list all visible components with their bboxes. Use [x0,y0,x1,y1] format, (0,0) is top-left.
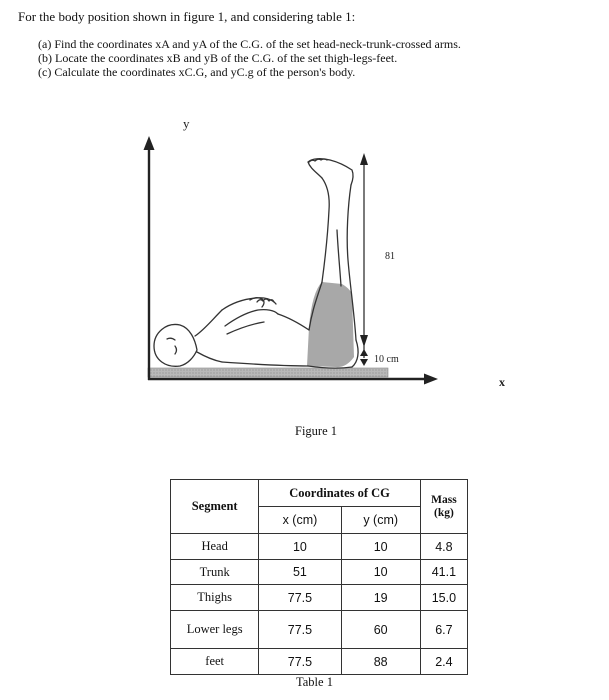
height-top-arrowhead [360,153,368,165]
segment-table [170,479,468,675]
mass-header-line1: Mass [431,493,457,506]
base-dim-label: 10 cm [374,354,399,365]
segment-cell: feet [171,649,259,675]
x-cell: 10 [259,534,341,560]
x-cell: 77.5 [259,649,341,675]
y-cell: 10 [341,534,420,560]
figure-caption: Figure 1 [295,424,338,438]
mass-header [420,480,467,534]
question-a: (a) Find the coordinates xA and yA of the C.G. of the set head-neck-trunk-crossed arms. [38,37,461,51]
mass-cell: 4.8 [420,534,467,560]
x-axis-arrowhead [424,374,438,385]
mass-cell: 6.7 [420,611,467,649]
problem-intro: For the body position shown in figure 1, and considering table 1: [18,9,356,24]
y-cell: 10 [341,560,420,585]
y-axis-arrowhead [144,136,155,150]
y-cell: 60 [341,611,420,649]
x-cell: 51 [259,560,341,585]
shaded-thigh-region [307,282,354,367]
mass-cell: 2.4 [420,649,467,675]
mass-cell: 41.1 [420,560,467,585]
segment-header: Segment [171,480,259,534]
question-c: (c) Calculate the coordinates xC.G, and yC.g of the person's body. [38,65,356,79]
base-dim-up-arrowhead [360,349,368,356]
x-header: x (cm) [259,507,341,534]
coordinates-header: Coordinates of CG [259,480,421,507]
y-cell: 88 [341,649,420,675]
mass-header-line2: (kg) [434,506,454,519]
table-row [171,611,468,649]
table-caption: Table 1 [296,675,333,689]
table-row [171,585,468,611]
x-cell: 77.5 [259,585,341,611]
y-axis-label: y [183,116,190,131]
x-cell: 77.5 [259,611,341,649]
segment-cell: Head [171,534,259,560]
height-label: 81 [385,251,395,262]
segment-cell: Trunk [171,560,259,585]
mass-cell: 15.0 [420,585,467,611]
table-row [171,649,468,675]
table-row [171,560,468,585]
segment-cell: Lower legs [171,611,259,649]
y-header: y (cm) [341,507,420,534]
question-b: (b) Locate the coordinates xB and yB of the C.G. of the set thigh-legs-feet. [38,51,398,65]
segment-cell: Thighs [171,585,259,611]
y-cell: 19 [341,585,420,611]
height-bottom-arrowhead [360,335,368,347]
floor-strip [148,368,388,377]
base-dim-down-arrowhead [360,359,368,366]
x-axis-label: x [499,375,505,389]
table-row [171,534,468,560]
